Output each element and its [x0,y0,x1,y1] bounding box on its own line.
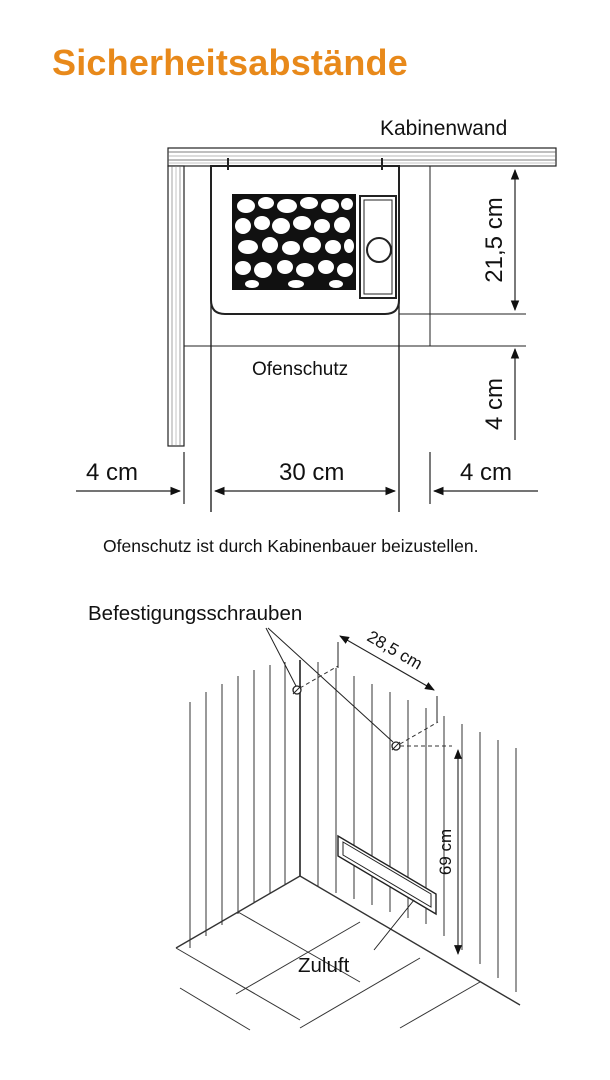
air-inlet-label: Zuluft [298,954,350,977]
guard-dimension-label: 4 cm [481,377,508,431]
right-wall-boards [318,662,516,992]
mounting-diagram [88,602,520,1030]
floor-tiles [176,876,520,1030]
guard-note: Ofenschutz ist durch Kabinenbauer beizustellen. [103,536,479,556]
mounting-screw-left [293,686,301,694]
right-distance-label: 4 cm [460,459,513,486]
cabin-wall-label: Kabinenwand [380,117,508,140]
left-wall-boards [190,662,285,948]
height-dimension-label: 21,5 cm [481,197,508,283]
cabin-wall-top [168,148,556,166]
mounting-screw-right [392,742,400,750]
page-title: Sicherheitsabstände [52,42,408,83]
air-inlet-leader [374,900,414,950]
top-clearance-diagram [76,117,556,512]
screw-spacing-label: 28,5 cm [363,626,426,674]
screws-label: Befestigungsschrauben [88,602,303,625]
control-knob-icon [367,238,391,262]
left-distance-label: 4 cm [86,459,139,486]
mounting-height-label: 69 cm [436,828,455,876]
air-inlet-slot [338,836,436,914]
sauna-heater [211,158,399,314]
oven-guard-label: Ofenschutz [252,359,349,380]
width-dimension-label: 30 cm [279,459,345,486]
cabin-wall-left [168,166,184,446]
